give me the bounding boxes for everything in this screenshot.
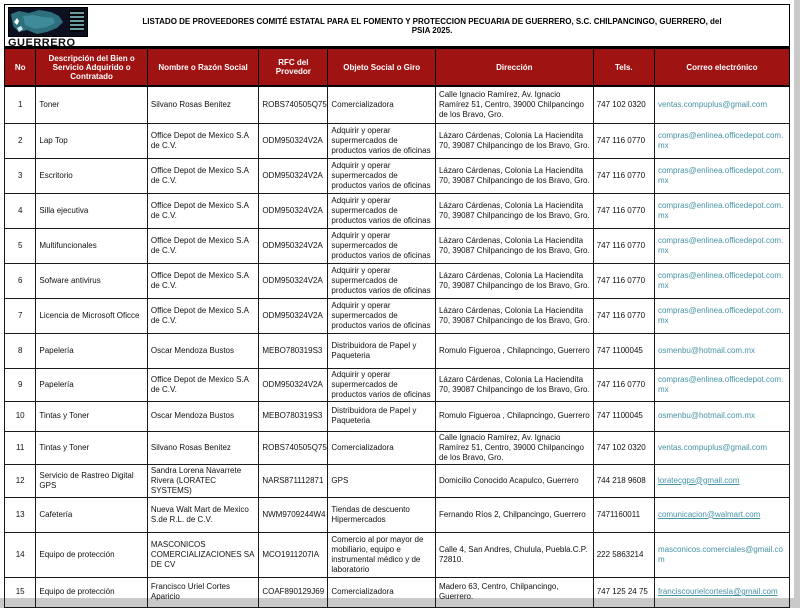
cell-nombre: MASCONICOS COMERCIALIZACIONES SA DE CV (147, 532, 258, 577)
cell-direccion: Madero 63, Centro, Chilpancingo, Guerrero. (435, 577, 593, 607)
cell-nombre: Silvano Rosas Benitez (147, 431, 258, 464)
cell-no: 4 (5, 193, 36, 228)
cell-descripcion: Escritorio (36, 158, 147, 193)
cell-descripcion: Servicio de Rastreo Digital GPS (36, 464, 147, 497)
cell-objeto: Adquirir y operar supermercados de productos varios de oficinas (328, 123, 436, 158)
cell-direccion: Lázaro Cárdenas, Colonia La Haciendita 70, 39087 Chilpancingo de los Bravo, Gro. (435, 368, 593, 401)
cell-rfc: ODM950324V2A (259, 158, 328, 193)
table-header-row (5, 48, 790, 86)
cell-no: 14 (5, 532, 36, 577)
cell-objeto: Distribuidora de Papel y Paqueteria (328, 333, 436, 368)
cell-nombre: Silvano Rosas Benitez (147, 86, 258, 123)
cell-nombre: Nueva Walt Mart de Mexico S.de R.L. de C.V. (147, 497, 258, 532)
cell-correo-link[interactable]: osmenbu@hotmail.com.mx (654, 333, 789, 368)
col-header-rfc: RFC del Provedor (259, 48, 328, 86)
cell-descripcion: Tintas y Toner (36, 431, 147, 464)
cell-objeto: Comercializadora (328, 86, 436, 123)
cell-correo-link[interactable]: ventas.compuplus@gmail.com (654, 86, 789, 123)
cell-objeto: Distribuidora de Papel y Paqueteria (328, 401, 436, 431)
cell-rfc: MCO1911207IA (259, 532, 328, 577)
cell-correo-link[interactable]: compras@enlinea.officedepot.com.mx (654, 123, 789, 158)
providers-table (4, 47, 790, 608)
cell-correo-link[interactable]: ventas.compuplus@gmail.com (654, 431, 789, 464)
table-row (5, 577, 790, 607)
cell-correo-link[interactable]: loratecgps@gmail.com (654, 464, 789, 497)
cell-direccion: Lázaro Cárdenas, Colonia La Haciendita 70, 39087 Chilpancingo de los Bravo, Gro. (435, 228, 593, 263)
cell-nombre: Oscar Mendoza Bustos (147, 401, 258, 431)
cell-direccion: Romulo Figueroa , Chilapncingo, Guerrero (435, 401, 593, 431)
cell-descripcion: Sofware antivirus (36, 263, 147, 298)
cell-objeto: Comercializadora (328, 577, 436, 607)
cell-rfc: ODM950324V2A (259, 263, 328, 298)
cell-correo-link[interactable]: osmenbu@hotmail.com.mx (654, 401, 789, 431)
table-row (5, 123, 790, 158)
table-row (5, 298, 790, 333)
cell-direccion: Lázaro Cárdenas, Colonia La Haciendita 70, 39087 Chilpancingo de los Bravo, Gro. (435, 193, 593, 228)
cell-no: 8 (5, 333, 36, 368)
cell-no: 13 (5, 497, 36, 532)
cell-tels: 747 116 0770 (593, 193, 654, 228)
table-row (5, 497, 790, 532)
cell-descripcion: Equipo de protección (36, 577, 147, 607)
cell-tels: 747 116 0770 (593, 228, 654, 263)
page-title: LISTADO DE PROVEEDORES COMITÉ ESTATAL PARA EL FOMENTO Y PROTECCION PECUARIA DE GUERRERO, S.C. CHILPANCINGO, GUERRERO, del PSIA 2025. (142, 16, 722, 35)
cell-rfc: ODM950324V2A (259, 228, 328, 263)
cell-correo-link[interactable]: franciscourielcortesla@gmail.com (654, 577, 789, 607)
cell-descripcion: Multifuncionales (36, 228, 147, 263)
cell-rfc: ROBS740505Q75 (259, 431, 328, 464)
table-row (5, 193, 790, 228)
cell-rfc: ROBS740505Q75 (259, 86, 328, 123)
col-header-descripcion: Descripción del Bien o Servicio Adquirido o Contratado (36, 48, 147, 86)
logo-seal-text (69, 10, 85, 32)
cell-direccion: Domicilio Conocido Acapulco, Guerrero (435, 464, 593, 497)
cell-objeto: Adquirir y operar supermercados de productos varios de oficinas (328, 368, 436, 401)
cell-tels: 747 102 0320 (593, 431, 654, 464)
cell-direccion: Lázaro Cárdenas, Colonia La Haciendita 70, 39087 Chilpancingo de los Bravo, Gro. (435, 123, 593, 158)
cell-rfc: ODM950324V2A (259, 298, 328, 333)
cell-nombre: Office Depot de Mexico S.A de C.V. (147, 368, 258, 401)
cell-tels: 7471160011 (593, 497, 654, 532)
cell-direccion: Lázaro Cárdenas, Colonia La Haciendita 70, 39087 Chilpancingo de los Bravo, Gro. (435, 263, 593, 298)
cell-nombre: Office Depot de Mexico S.A de C.V. (147, 158, 258, 193)
table-row (5, 532, 790, 577)
cell-direccion: Lázaro Cárdenas, Colonia La Haciendita 70, 39087 Chilpancingo de los Bravo, Gro. (435, 298, 593, 333)
table-row (5, 464, 790, 497)
table-row (5, 333, 790, 368)
cell-objeto: Tiendas de descuento Hipermercados (328, 497, 436, 532)
table-row (5, 431, 790, 464)
cell-objeto: Comercio al por mayor de mobiliario, equipo e instrumental médico y de laboratorio (328, 532, 436, 577)
cell-no: 5 (5, 228, 36, 263)
cell-objeto: GPS (328, 464, 436, 497)
cell-no: 11 (5, 431, 36, 464)
cell-descripcion: Cafetería (36, 497, 147, 532)
cell-descripcion: Toner (36, 86, 147, 123)
cell-tels: 747 116 0770 (593, 298, 654, 333)
cell-objeto: Adquirir y operar supermercados de productos varios de oficinas (328, 263, 436, 298)
cell-descripcion: Papelería (36, 368, 147, 401)
cell-no: 3 (5, 158, 36, 193)
cell-no: 12 (5, 464, 36, 497)
cell-correo-link[interactable]: compras@enlinea.officedepot.com.mx (654, 158, 789, 193)
cell-correo-link[interactable]: masconicos.comerciales@gmail.com (654, 532, 789, 577)
cell-descripcion: Papelería (36, 333, 147, 368)
cell-tels: 747 116 0770 (593, 123, 654, 158)
table-row (5, 263, 790, 298)
cell-direccion: Lázaro Cárdenas, Colonia La Haciendita 70, 39087 Chilpancingo de los Bravo, Gro. (435, 158, 593, 193)
table-row (5, 86, 790, 123)
cell-no: 15 (5, 577, 36, 607)
cell-objeto: Adquirir y operar supermercados de productos varios de oficinas (328, 158, 436, 193)
cell-descripcion: Silla ejecutiva (36, 193, 147, 228)
table-row (5, 228, 790, 263)
cell-correo-link[interactable]: compras@enlinea.officedepot.com.mx (654, 298, 789, 333)
table-row (5, 368, 790, 401)
cell-tels: 747 116 0770 (593, 368, 654, 401)
cell-descripcion: Equipo de protección (36, 532, 147, 577)
cell-objeto: Adquirir y operar supermercados de productos varios de oficinas (328, 298, 436, 333)
cell-tels: 747 116 0770 (593, 158, 654, 193)
col-header-objeto: Objeto Social o Giro (328, 48, 436, 86)
table-row (5, 158, 790, 193)
cell-rfc: NWM9709244W4 (259, 497, 328, 532)
cell-tels: 747 116 0770 (593, 263, 654, 298)
cell-rfc: COAF890129J69 (259, 577, 328, 607)
cell-tels: 744 218 9608 (593, 464, 654, 497)
cell-no: 7 (5, 298, 36, 333)
cell-objeto: Comercializadora (328, 431, 436, 464)
col-header-direccion: Dirección (435, 48, 593, 86)
cell-descripcion: Tintas y Toner (36, 401, 147, 431)
guerrero-logo (8, 7, 94, 49)
cell-direccion: Fernando Ríos 2, Chilpancingo, Guerrero (435, 497, 593, 532)
cell-nombre: Office Depot de Mexico S.A de C.V. (147, 298, 258, 333)
cell-correo-link[interactable]: compras@enlinea.officedepot.com.mx (654, 228, 789, 263)
cell-rfc: MEBO780319S3 (259, 401, 328, 431)
cell-no: 10 (5, 401, 36, 431)
cell-nombre: Office Depot de Mexico S.A de C.V. (147, 263, 258, 298)
logo-caption: GUERRERO (8, 37, 76, 49)
cell-direccion: Calle Ignacio Ramírez, Av. Ignacio Ramírez 51, Centro, 39000 Chilpancingo de los Bravo, Gro. (435, 431, 593, 464)
cell-descripcion: Licencia de Microsoft Oficce (36, 298, 147, 333)
cell-nombre: Office Depot de Mexico S.A de C.V. (147, 193, 258, 228)
cell-direccion: Romulo Figueroa , Chilapncingo, Guerrero (435, 333, 593, 368)
provider-table-body (5, 86, 790, 607)
cell-tels: 747 1100045 (593, 401, 654, 431)
cell-direccion: Calle Ignacio Ramírez, Av. Ignacio Ramírez 51, Centro, 39000 Chilpancingo de los Bravo, Gro. (435, 86, 593, 123)
table-row (5, 401, 790, 431)
cell-tels: 747 102 0320 (593, 86, 654, 123)
cell-no: 6 (5, 263, 36, 298)
cell-correo-link[interactable]: compras@enlinea.officedepot.com.mx (654, 193, 789, 228)
cell-descripcion: Lap Top (36, 123, 147, 158)
cell-nombre: Oscar Mendoza Bustos (147, 333, 258, 368)
cell-correo-link[interactable]: comunicacion@walmart.com (654, 497, 789, 532)
cell-nombre: Francisco Uriel Cortes Aparicio (147, 577, 258, 607)
cell-nombre: Sandra Lorena Navarrete Rivera (LORATEC SYSTEMS) (147, 464, 258, 497)
col-header-correo: Correo electrónico (654, 48, 789, 86)
cell-tels: 747 125 24 75 (593, 577, 654, 607)
cell-tels: 747 1100045 (593, 333, 654, 368)
document-header (4, 4, 790, 47)
cell-direccion: Calle 4, San Andres, Chulula, Puebla.C.P. 72810. (435, 532, 593, 577)
cell-rfc: MEBO780319S3 (259, 333, 328, 368)
col-header-no: No (5, 48, 36, 86)
cell-rfc: ODM950324V2A (259, 193, 328, 228)
cell-no: 1 (5, 86, 36, 123)
cell-objeto: Adquirir y operar supermercados de productos varios de oficinas (328, 193, 436, 228)
cell-correo-link[interactable]: compras@enlinea.officedepot.com.mx (654, 368, 789, 401)
cell-rfc: ODM950324V2A (259, 368, 328, 401)
cell-rfc: ODM950324V2A (259, 123, 328, 158)
cell-no: 9 (5, 368, 36, 401)
col-header-tels: Tels. (593, 48, 654, 86)
cell-rfc: NARS871112871 (259, 464, 328, 497)
cell-nombre: Office Depot de Mexico S.A de C.V. (147, 123, 258, 158)
cell-tels: 222 5863214 (593, 532, 654, 577)
guerrero-state-map-icon (8, 7, 88, 37)
cell-nombre: Office Depot de Mexico S.A de C.V. (147, 228, 258, 263)
col-header-nombre: Nombre o Razón Social (147, 48, 258, 86)
cell-no: 2 (5, 123, 36, 158)
cell-objeto: Adquirir y operar supermercados de productos varios de oficinas (328, 228, 436, 263)
cell-correo-link[interactable]: compras@enlinea.officedepot.com.mx (654, 263, 789, 298)
